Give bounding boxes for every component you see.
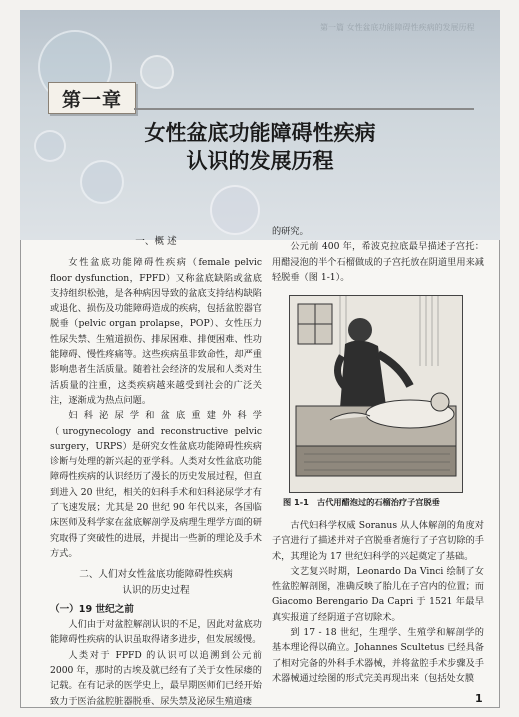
decor-circle <box>34 130 66 162</box>
paragraph: 人类对于 FPFD 的认识可以追溯到公元前 2000 年，那时的古埃及就已经有了关于女性尿瘘的记载。在有记录的医学史上，最早期医师们已经开始致力于医治盆腔脏器脱垂、尿失禁及泌尿生殖道瘘 <box>50 649 262 707</box>
section-heading-history-line2: 认识的历史过程 <box>122 584 190 596</box>
paragraph: 妇科泌尿学和盆底重建外科学（urogynecology and reconstructive pelvic surgery，URPS）是研究女性盆底功能障碍性疾病诊断与处理的新兴起的亚学科。人类对女性盆底功能障碍性疾病的认识经历了漫长的历史发展过程，但直到进入 20 世纪，相关的妇科手术和妇科泌尿学才有了飞速发展；尤其是 20 世纪 90 年代以来，各国临床医师及科学家在盆底解剖学及病理生理学方面的研究取得了突破性的进展，并提出一些新的理论及手术方式。 <box>50 410 262 559</box>
chapter-title-line2: 认识的发展历程 <box>186 149 334 173</box>
chapter-title-line1: 女性盆底功能障碍性疾病 <box>144 121 376 145</box>
decor-circle <box>140 55 174 89</box>
paragraph: 人们由于对盆腔解剖认识的不足，因此对盆底功能障碍性疾病的认识虽取得诸多进步，但发展缓慢。 <box>50 619 262 646</box>
section-heading-history: 二、人们对女性盆底功能障碍性疾病 <box>79 569 233 581</box>
paragraph: 的研究。 <box>272 226 309 237</box>
chapter-rule <box>134 108 474 110</box>
figure-engraving <box>289 295 463 493</box>
paragraph: 到 17 - 18 世纪，生理学、生殖学和解剖学的基本理论得以确立。Johannes Scultetus 已经具备了相对完备的外科手术器械，并将盆腔手术步骤及手术器械通过绘图的形式完美再现出来（包括处女膜 <box>272 627 484 684</box>
section-heading-overview: 一、概 述 <box>135 236 177 247</box>
paragraph: 公元前 400 年，希波克拉底最早描述子宫托：用醋浸泡的半个石榴做成的子宫托放在阴道里用来减轻脱垂（图 1-1）。 <box>272 241 484 283</box>
subsection-heading: （一）19 世纪之前 <box>50 603 134 615</box>
right-column <box>272 224 484 285</box>
decor-circle <box>210 185 260 235</box>
chapter-label-box <box>48 82 136 114</box>
page-number: 1 <box>475 692 483 705</box>
running-head: 第一篇 女性盆底功能障碍性疾病的发展历程 <box>320 23 475 32</box>
figure-caption: 图 1-1 古代用醋泡过的石榴治疗子宫脱垂 <box>283 497 440 507</box>
paragraph: 女性盆底功能障碍性疾病（female pelvic floor dysfunction，FPFD）又称盆底缺陷或盆底支持组织松弛，是各种病因导致的盆底支持结构缺陷或退化、损伤及功能障碍造成的疾病，包括盆腔器官脱垂（pelvic organ prolapse，POP）、女性压力性尿失禁、生殖道损伤、排尿困难、排便困难、性功能障碍、慢性疼痛等。这些疾病虽非致命性，却严重影响患者生活质量。随着社会经济的发展和人类对生活质量的注重，这类疾病越来越受到社会的广泛关注，逐渐成为热点问题。 <box>50 257 262 406</box>
engraving-illustration <box>290 296 462 492</box>
right-column-lower <box>272 518 484 686</box>
chapter-label: 第一章 <box>61 88 122 111</box>
left-column <box>50 234 262 709</box>
paragraph: 古代妇科学权威 Soranus 从人体解剖的角度对子宫进行了描述并对子宫脱垂者施行了子宫切除的手术，其理论为 17 世纪妇科学的兴起奠定了基础。 <box>272 520 484 562</box>
paragraph: 文艺复兴时期，Leonardo Da Vinci 绘制了女性盆腔解剖图，准确反映了胎儿在子宫内的位置；而 Giacomo Berengario Da Capri 于 1521 年最早真实报道了经阴道子宫切除术。 <box>272 565 484 623</box>
